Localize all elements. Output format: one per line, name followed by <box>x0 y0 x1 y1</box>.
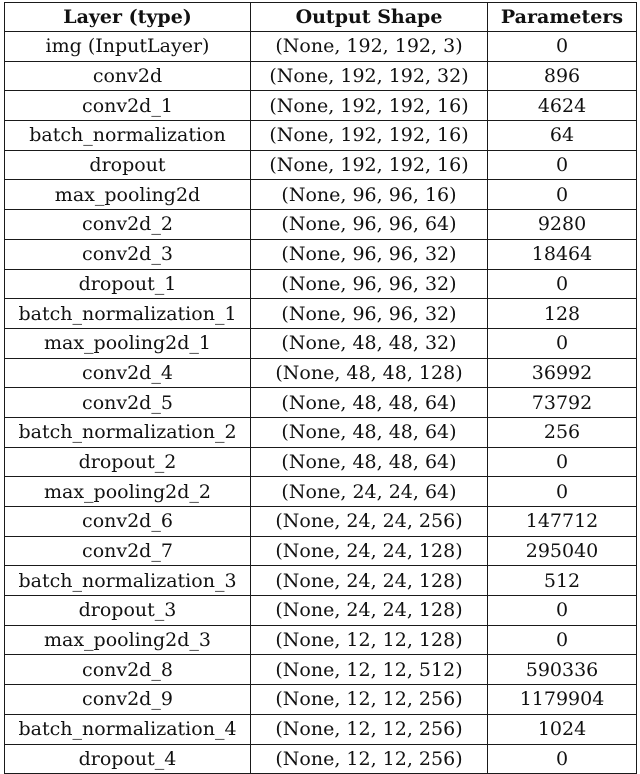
cell-output-shape: (None, 192, 192, 16) <box>251 121 488 151</box>
cell-parameters: 512 <box>488 566 637 596</box>
table-row <box>5 210 637 240</box>
cell-output-shape: (None, 24, 24, 128) <box>251 536 488 566</box>
table-row <box>5 180 637 210</box>
cell-output-shape: (None, 12, 12, 256) <box>251 714 488 744</box>
table-row <box>5 685 637 715</box>
cell-parameters: 256 <box>488 417 637 447</box>
cell-output-shape: (None, 24, 24, 64) <box>251 477 488 507</box>
cell-layer-type: conv2d_4 <box>5 358 251 388</box>
cell-output-shape: (None, 48, 48, 32) <box>251 328 488 358</box>
cell-output-shape: (None, 24, 24, 128) <box>251 596 488 626</box>
cell-parameters: 18464 <box>488 239 637 269</box>
cell-output-shape: (None, 96, 96, 32) <box>251 269 488 299</box>
cell-output-shape: (None, 24, 24, 256) <box>251 507 488 537</box>
table-row <box>5 744 637 774</box>
cell-parameters: 0 <box>488 625 637 655</box>
cell-layer-type: conv2d <box>5 61 251 91</box>
cell-parameters: 4624 <box>488 91 637 121</box>
cell-output-shape: (None, 48, 48, 64) <box>251 388 488 418</box>
cell-parameters: 128 <box>488 299 637 329</box>
cell-output-shape: (None, 12, 12, 256) <box>251 744 488 774</box>
table-row <box>5 121 637 151</box>
cell-layer-type: batch_normalization_3 <box>5 566 251 596</box>
table-row <box>5 714 637 744</box>
cell-output-shape: (None, 48, 48, 64) <box>251 417 488 447</box>
table-row <box>5 507 637 537</box>
cell-layer-type: batch_normalization_4 <box>5 714 251 744</box>
cell-output-shape: (None, 96, 96, 64) <box>251 210 488 240</box>
cell-output-shape: (None, 48, 48, 128) <box>251 358 488 388</box>
cell-layer-type: conv2d_1 <box>5 91 251 121</box>
table-body <box>5 32 637 774</box>
cell-parameters: 295040 <box>488 536 637 566</box>
table-row <box>5 32 637 62</box>
header-output-shape: Output Shape <box>251 3 488 32</box>
cell-layer-type: img (InputLayer) <box>5 32 251 62</box>
cell-output-shape: (None, 96, 96, 32) <box>251 239 488 269</box>
header-layer-type: Layer (type) <box>5 3 251 32</box>
cell-layer-type: batch_normalization_2 <box>5 417 251 447</box>
cell-layer-type: dropout_4 <box>5 744 251 774</box>
table-row <box>5 477 637 507</box>
cell-output-shape: (None, 192, 192, 32) <box>251 61 488 91</box>
cell-layer-type: batch_normalization_1 <box>5 299 251 329</box>
cell-parameters: 0 <box>488 477 637 507</box>
table-row <box>5 536 637 566</box>
cell-layer-type: dropout <box>5 150 251 180</box>
cell-parameters: 0 <box>488 180 637 210</box>
table-row <box>5 596 637 626</box>
cell-output-shape: (None, 12, 12, 128) <box>251 625 488 655</box>
cell-layer-type: dropout_3 <box>5 596 251 626</box>
table-row <box>5 417 637 447</box>
cell-parameters: 64 <box>488 121 637 151</box>
cell-parameters: 9280 <box>488 210 637 240</box>
cell-parameters: 0 <box>488 744 637 774</box>
cell-parameters: 0 <box>488 447 637 477</box>
table-header <box>5 3 637 32</box>
cell-layer-type: conv2d_9 <box>5 685 251 715</box>
cell-parameters: 147712 <box>488 507 637 537</box>
cell-layer-type: max_pooling2d_3 <box>5 625 251 655</box>
cell-layer-type: dropout_2 <box>5 447 251 477</box>
cell-output-shape: (None, 96, 96, 16) <box>251 180 488 210</box>
table-row <box>5 447 637 477</box>
cell-layer-type: max_pooling2d_2 <box>5 477 251 507</box>
cell-layer-type: max_pooling2d <box>5 180 251 210</box>
cell-parameters: 1179904 <box>488 685 637 715</box>
cell-parameters: 0 <box>488 328 637 358</box>
cell-parameters: 1024 <box>488 714 637 744</box>
cell-parameters: 36992 <box>488 358 637 388</box>
cell-output-shape: (None, 48, 48, 64) <box>251 447 488 477</box>
cell-parameters: 0 <box>488 269 637 299</box>
cell-layer-type: conv2d_6 <box>5 507 251 537</box>
cell-layer-type: max_pooling2d_1 <box>5 328 251 358</box>
cell-layer-type: conv2d_3 <box>5 239 251 269</box>
table-row <box>5 239 637 269</box>
table-row <box>5 328 637 358</box>
cell-layer-type: batch_normalization <box>5 121 251 151</box>
cell-output-shape: (None, 12, 12, 256) <box>251 685 488 715</box>
header-parameters: Parameters <box>488 3 637 32</box>
cell-parameters: 0 <box>488 150 637 180</box>
cell-parameters: 896 <box>488 61 637 91</box>
table-row <box>5 269 637 299</box>
cell-parameters: 590336 <box>488 655 637 685</box>
cell-output-shape: (None, 192, 192, 16) <box>251 91 488 121</box>
model-summary-table-container <box>4 2 636 774</box>
table-row <box>5 61 637 91</box>
cell-layer-type: conv2d_2 <box>5 210 251 240</box>
cell-layer-type: dropout_1 <box>5 269 251 299</box>
table-row <box>5 566 637 596</box>
cell-output-shape: (None, 192, 192, 16) <box>251 150 488 180</box>
cell-parameters: 0 <box>488 596 637 626</box>
table-row <box>5 150 637 180</box>
cell-parameters: 73792 <box>488 388 637 418</box>
cell-parameters: 0 <box>488 32 637 62</box>
cell-layer-type: conv2d_7 <box>5 536 251 566</box>
cell-output-shape: (None, 96, 96, 32) <box>251 299 488 329</box>
table-row <box>5 625 637 655</box>
cell-output-shape: (None, 192, 192, 3) <box>251 32 488 62</box>
table-row <box>5 358 637 388</box>
header-row <box>5 3 637 32</box>
table-row <box>5 655 637 685</box>
model-summary-table <box>4 2 637 774</box>
table-row <box>5 388 637 418</box>
cell-layer-type: conv2d_8 <box>5 655 251 685</box>
cell-output-shape: (None, 12, 12, 512) <box>251 655 488 685</box>
cell-output-shape: (None, 24, 24, 128) <box>251 566 488 596</box>
table-row <box>5 91 637 121</box>
cell-layer-type: conv2d_5 <box>5 388 251 418</box>
table-row <box>5 299 637 329</box>
